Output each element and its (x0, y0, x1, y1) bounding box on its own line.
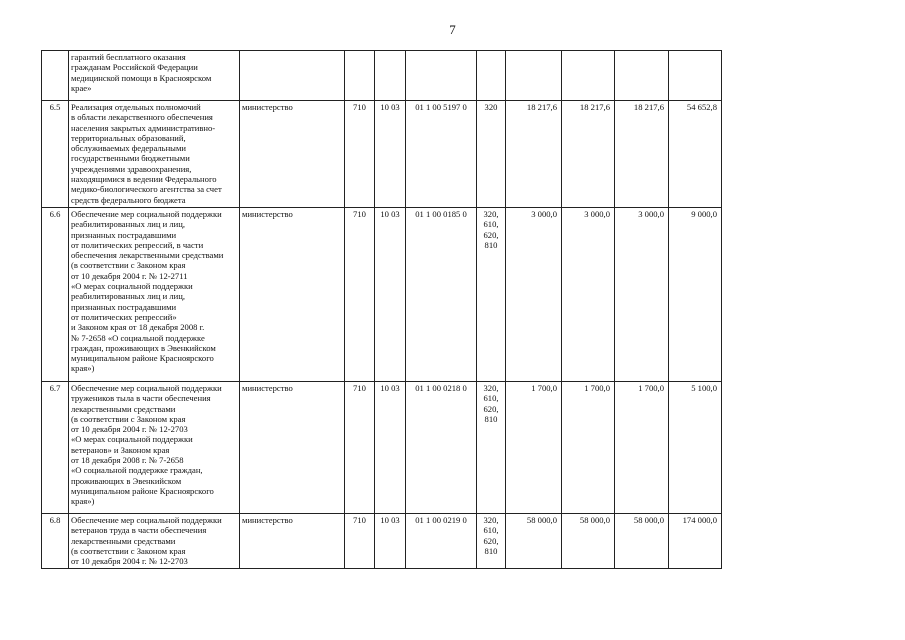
row-description: Обеспечение мер социальной поддержки реабилитированных лиц и лиц, признанных пострадавшими от политических репрессий, в части обеспечения лекарственными средствами (в соответствии с Законом края от 10 декабря 2004 г. № 12-2711 «О мерах социальной поддержки реабилитированных лиц и лиц, признанных пострадавшими от политических репрессий» и Законом края от 18 декабря 2008 г. № 7-2658 «О социальной поддержке граждан, проживающих в Эвенкийском муниципальном районе Красноярского края») (69, 208, 240, 382)
row-executor: министерство (240, 382, 345, 514)
table-row (42, 208, 722, 382)
row-rzpr-code (375, 51, 406, 101)
row-amount-total (669, 51, 722, 101)
table-row (42, 514, 722, 569)
row-csr-code: 01 1 00 0218 0 (406, 382, 477, 514)
row-amount-year2: 1 700,0 (562, 382, 615, 514)
row-executor: министерство (240, 208, 345, 382)
row-executor: министерство (240, 514, 345, 569)
row-amount-total: 54 652,8 (669, 101, 722, 208)
row-amount-year3: 58 000,0 (615, 514, 669, 569)
row-amount-year3 (615, 51, 669, 101)
row-number: 6.7 (42, 382, 69, 514)
row-number (42, 51, 69, 101)
table-row (42, 382, 722, 514)
row-executor (240, 51, 345, 101)
row-amount-year2: 18 217,6 (562, 101, 615, 208)
row-grbs-code: 710 (345, 208, 375, 382)
row-number: 6.8 (42, 514, 69, 569)
table-row (42, 101, 722, 208)
row-amount-year1 (506, 51, 562, 101)
row-vr-code: 320, 610, 620, 810 (477, 382, 506, 514)
row-rzpr-code: 10 03 (375, 101, 406, 208)
row-executor: министерство (240, 101, 345, 208)
row-amount-total: 174 000,0 (669, 514, 722, 569)
row-amount-year2: 3 000,0 (562, 208, 615, 382)
row-amount-year3: 3 000,0 (615, 208, 669, 382)
row-csr-code: 01 1 00 0185 0 (406, 208, 477, 382)
row-amount-year1: 58 000,0 (506, 514, 562, 569)
row-grbs-code: 710 (345, 514, 375, 569)
row-grbs-code (345, 51, 375, 101)
row-csr-code: 01 1 00 0219 0 (406, 514, 477, 569)
row-amount-year2 (562, 51, 615, 101)
row-description: Обеспечение мер социальной поддержки ветеранов труда в части обеспечения лекарственными средствами (в соответствии с Законом края от 10 декабря 2004 г. № 12-2703 (69, 514, 240, 569)
row-amount-year2: 58 000,0 (562, 514, 615, 569)
row-number: 6.5 (42, 101, 69, 208)
row-csr-code: 01 1 00 5197 0 (406, 101, 477, 208)
budget-table (41, 50, 722, 569)
row-csr-code (406, 51, 477, 101)
row-number: 6.6 (42, 208, 69, 382)
row-rzpr-code: 10 03 (375, 514, 406, 569)
row-amount-total: 9 000,0 (669, 208, 722, 382)
row-amount-year1: 18 217,6 (506, 101, 562, 208)
row-amount-year1: 1 700,0 (506, 382, 562, 514)
row-rzpr-code: 10 03 (375, 382, 406, 514)
row-grbs-code: 710 (345, 382, 375, 514)
row-description: гарантий бесплатного оказания гражданам Российской Федерации медицинской помощи в Красноярском крае» (69, 51, 240, 101)
row-amount-year1: 3 000,0 (506, 208, 562, 382)
table-row (42, 51, 722, 101)
row-amount-total: 5 100,0 (669, 382, 722, 514)
row-description: Обеспечение мер социальной поддержки тружеников тыла в части обеспечения лекарственными средствами (в соответствии с Законом края от 10 декабря 2004 г. № 12-2703 «О мерах социальной поддержки ветеранов» и Законом края от 18 декабря 2008 г. № 7-2658 «О социальной поддержке граждан, проживающих в Эвенкийском муниципальном районе Красноярского края») (69, 382, 240, 514)
row-vr-code (477, 51, 506, 101)
row-vr-code: 320, 610, 620, 810 (477, 208, 506, 382)
row-rzpr-code: 10 03 (375, 208, 406, 382)
row-vr-code: 320 (477, 101, 506, 208)
row-grbs-code: 710 (345, 101, 375, 208)
row-amount-year3: 1 700,0 (615, 382, 669, 514)
row-vr-code: 320, 610, 620, 810 (477, 514, 506, 569)
row-amount-year3: 18 217,6 (615, 101, 669, 208)
page-number: 7 (449, 22, 456, 37)
row-description: Реализация отдельных полномочий в области лекарственного обеспечения населения закрытых административно- территориальных образований, обслуживаемых федеральными государственными бюджетными учреждениями здравоохранения, находящимися в ведении Федерального медико-биологического агентства за счет средств федерального бюджета (69, 101, 240, 208)
